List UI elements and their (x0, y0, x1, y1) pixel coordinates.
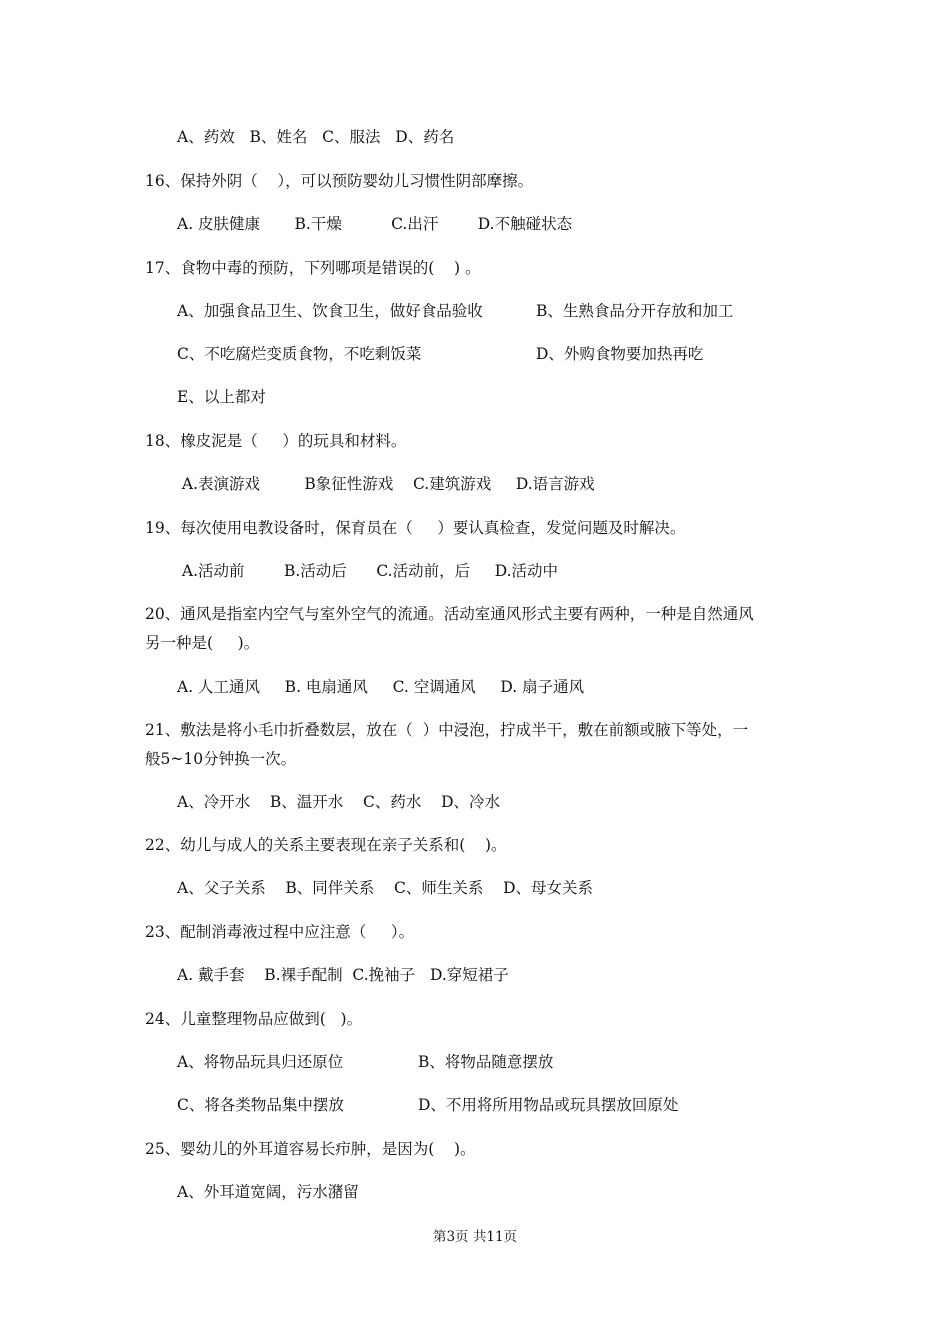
answer-options: E、以上都对 (177, 388, 266, 406)
answer-option-second-column: B、将物品随意摆放 (418, 1053, 554, 1071)
question-text: 19、每次使用电教设备时，保育员在（ ）要认真检查，发觉问题及时解决。 (145, 519, 686, 537)
answer-options: A. 戴手套 B.裸手配制 C.挽袖子 D.穿短裙子 (177, 966, 509, 984)
answer-options: A.表演游戏 B象征性游戏 C.建筑游戏 D.语言游戏 (177, 475, 595, 493)
answer-options: A、冷开水 B、温开水 C、药水 D、冷水 (177, 793, 500, 811)
answer-options: C、将各类物品集中摆放 (177, 1096, 344, 1114)
question-text: 23、配制消毒液过程中应注意（ ）。 (145, 923, 415, 941)
answer-options: A. 人工通风 B. 电扇通风 C. 空调通风 D. 扇子通风 (177, 678, 585, 696)
question-text: 16、保持外阴（ ），可以预防婴幼儿习惯性阴部摩擦。 (145, 172, 534, 190)
question-text: 般5~10分钟换一次。 (145, 750, 297, 768)
answer-options: C、不吃腐烂变质食物，不吃剩饭菜 (177, 345, 422, 363)
answer-options: A、加强食品卫生、饮食卫生，做好食品验收 (177, 302, 483, 320)
answer-option-second-column: D、不用将所用物品或玩具摆放回原处 (418, 1096, 679, 1114)
question-text: 21、敷法是将小毛巾折叠数层，放在（ ）中浸泡，拧成半干，敷在前额或腋下等处，一 (145, 721, 749, 739)
question-text: 24、儿童整理物品应做到( )。 (145, 1010, 363, 1028)
answer-options: A.活动前 B.活动后 C.活动前，后 D.活动中 (177, 562, 559, 580)
page-footer: 第3页 共11页 (432, 1229, 518, 1245)
question-text: 另一种是( )。 (145, 634, 260, 652)
answer-options: A、外耳道宽阔，污水潴留 (177, 1183, 359, 1201)
answer-options: A. 皮肤健康 B.干燥 C.出汗 D.不触碰状态 (177, 215, 573, 233)
question-text: 17、食物中毒的预防，下列哪项是错误的( ) 。 (145, 259, 481, 277)
answer-options: A、将物品玩具归还原位 (177, 1053, 344, 1071)
question-text: 20、通风是指室内空气与室外空气的流通。活动室通风形式主要有两种，一种是自然通风 (145, 605, 754, 623)
question-text: 18、橡皮泥是（ ）的玩具和材料。 (145, 432, 407, 450)
answer-option-second-column: B、生熟食品分开存放和加工 (536, 302, 734, 320)
answer-options: A、父子关系 B、同伴关系 C、师生关系 D、母女关系 (177, 879, 593, 897)
answer-options: A、药效 B、姓名 C、服法 D、药名 (177, 128, 455, 146)
question-text: 25、婴幼儿的外耳道容易长疖肿，是因为( )。 (145, 1140, 476, 1158)
question-text: 22、幼儿与成人的关系主要表现在亲子关系和( )。 (145, 836, 507, 854)
answer-option-second-column: D、外购食物要加热再吃 (536, 345, 704, 363)
